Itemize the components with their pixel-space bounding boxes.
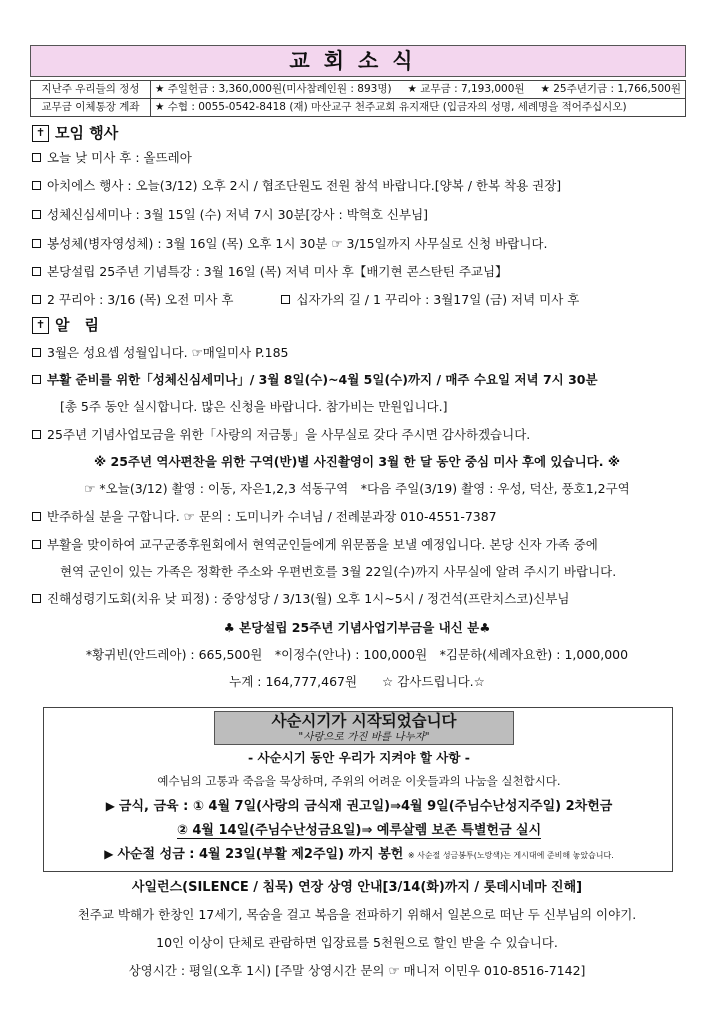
offering-row xyxy=(31,81,686,99)
list-item: 오늘 낮 미사 후 : 올뜨레아 xyxy=(32,150,192,166)
account-row xyxy=(31,99,686,117)
checkbox-icon xyxy=(32,295,41,304)
checkbox-icon xyxy=(32,512,41,521)
checkbox-icon xyxy=(32,210,41,219)
movie-time: 상영시간 : 평일(오후 1시) [주말 상영시간 문의 ☞ 매니저 이민우 010-8516-7142] xyxy=(128,963,586,978)
account-value: ★ 수협 : 0055-0542-8418 (재) 마산교구 천주교회 유지재단 (입금자의 성명, 세례명을 적어주십시오) xyxy=(151,99,686,117)
checkbox-icon xyxy=(32,594,41,603)
checkbox-icon xyxy=(32,540,41,549)
section-notice xyxy=(32,316,99,335)
donation-names: *황귀빈(안드레아) : 665,500원 *이정수(안나) : 100,000원 *김문하(세례자요한) : 1,000,000 xyxy=(85,647,629,662)
lent-fast-2: ② 4월 14일(주님수난성금요일)⇒ 예루살렘 보존 특별헌금 실시 xyxy=(176,823,542,838)
section-meeting xyxy=(32,124,118,143)
offering-values xyxy=(151,81,686,99)
lent-heading: - 사순시기 동안 우리가 지켜야 할 사항 - xyxy=(248,750,470,765)
lent-title: 사순시기가 시작되었습니다 xyxy=(271,712,457,730)
donation-total: 누계 : 164,777,467원 ☆ 감사드립니다.☆ xyxy=(229,674,485,689)
lent-chant: ▶ 사순절 성금 : 4월 23일(부활 제2주일) 까지 봉헌 ※ 사순절 성금봉투(노랑색)는 게시대에 준비해 놓았습니다. xyxy=(104,847,614,862)
arrow-right-icon: ▶ xyxy=(104,847,114,861)
anniversary-fund: ★ 25주년기금 : 1,766,500원 xyxy=(540,82,681,95)
section-notice-title: 알 림 xyxy=(55,316,99,334)
lent-fast-1: ▶ 금식, 금육 : ① 4월 7일(사랑의 금식재 권고일)⇒4월 9일(주님수난성지주일) 2차헌금 xyxy=(105,799,613,814)
checkbox-icon xyxy=(32,375,41,384)
checkbox-icon xyxy=(281,295,290,304)
lent-subtitle: "사랑으로 가진 바를 나누자" xyxy=(298,731,430,743)
list-item: 25주년 기념사업모금을 위한「사랑의 저금통」을 사무실로 갖다 주시면 감사하겠습니다. xyxy=(32,427,530,443)
donation-title: ♣ 본당설립 25주년 기념사업기부금을 내신 분♣ xyxy=(223,620,491,635)
list-item: 3월은 성요셉 성월입니다. ☞매일미사 P.185 xyxy=(32,345,289,361)
sunday-collection: ★ 주일헌금 : 3,360,000원(미사참례인원 : 893명) xyxy=(155,82,392,95)
parish-dues: ★ 교무금 : 7,193,000원 xyxy=(407,82,525,95)
list-item: 부활 준비를 위한「성체신심세미나」/ 3월 8일(수)~4월 5일(수)까지 / 매주 수요일 저녁 7시 30분 xyxy=(32,372,598,388)
movie-title: 사일런스(SILENCE / 침묵) 연장 상영 안내[3/14(화)까지 / 롯데시네마 진해] xyxy=(131,880,583,895)
cross-box-icon: ✝ xyxy=(32,317,49,334)
lent-notice-box xyxy=(43,707,673,872)
checkbox-icon xyxy=(32,348,41,357)
list-item: 부활을 맞이하여 교구군종후원회에서 현역군인들에게 위문품을 보낼 예정입니다. 본당 신자 가족 중에 xyxy=(32,537,598,553)
offering-info-table xyxy=(30,80,686,117)
list-item: 아치에스 행사 : 오늘(3/12) 오후 2시 / 협조단원도 전원 참석 바랍니다.[양복 / 한복 착용 권장] xyxy=(32,178,561,194)
lent-header xyxy=(214,711,514,745)
page-title: 교회소식 xyxy=(30,45,686,77)
list-item: 2 꾸리아 : 3/16 (목) 오전 미사 후 십자가의 길 / 1 꾸리아 : 3월17일 (금) 저녁 미사 후 xyxy=(32,292,579,308)
list-item: 본당설립 25주년 기념특강 : 3월 16일 (목) 저녁 미사 후【배기현 콘스탄틴 주교님】 xyxy=(32,264,508,280)
section-meeting-title: 모임 행사 xyxy=(55,124,119,142)
checkbox-icon xyxy=(32,267,41,276)
movie-desc: 천주교 박해가 한창인 17세기, 목숨을 걸고 복음을 전파하기 위해서 일본으로 떠난 두 신부님의 이야기. xyxy=(77,907,637,922)
list-item: 봉성체(병자영성체) : 3월 16일 (목) 오후 1시 30분 ☞ 3/15일까지 사무실로 신청 바랍니다. xyxy=(32,236,547,252)
lent-intro: 예수님의 고통과 죽음을 묵상하며, 주위의 어려운 이웃들과의 나눔을 실천합시다. xyxy=(157,774,561,788)
offering-label: 지난주 우리들의 정성 xyxy=(31,81,151,99)
list-item-detail: [총 5주 동안 실시합니다. 많은 신청을 바랍니다. 참가비는 만원입니다.] xyxy=(60,399,448,414)
movie-discount: 10인 이상이 단체로 관람하면 입장료를 5천원으로 할인 받을 수 있습니다. xyxy=(156,935,558,950)
list-item: 반주하실 분을 구합니다. ☞ 문의 : 도미니카 수녀님 / 전례분과장 010-4551-7387 xyxy=(32,509,497,525)
arrow-right-icon: ▶ xyxy=(105,799,115,813)
list-item: 성체신심세미나 : 3월 15일 (수) 저녁 7시 30분[강사 : 박혁호 신부님] xyxy=(32,207,428,223)
checkbox-icon xyxy=(32,181,41,190)
photo-schedule: ☞ *오늘(3/12) 촬영 : 이동, 자은1,2,3 석동구역 *다음 주일(3/19) 촬영 : 우성, 덕산, 풍호1,2구역 xyxy=(84,481,630,496)
cross-box-icon: ✝ xyxy=(32,125,49,142)
checkbox-icon xyxy=(32,153,41,162)
account-label: 교무금 이체통장 계좌 xyxy=(31,99,151,117)
checkbox-icon xyxy=(32,239,41,248)
list-item-detail: 현역 군인이 있는 가족은 정확한 주소와 우편번호를 3월 22일(수)까지 사무실에 알려 주시기 바랍니다. xyxy=(60,564,617,579)
photo-notice: ※ 25주년 역사편찬을 위한 구역(반)별 사진촬영이 3월 한 달 동안 중심 미사 후에 있습니다. ※ xyxy=(94,454,620,469)
checkbox-icon xyxy=(32,430,41,439)
list-item: 진해성령기도회(치유 낮 피정) : 중앙성당 / 3/13(월) 오후 1시~5시 / 정건석(프란치스코)신부님 xyxy=(32,591,569,607)
